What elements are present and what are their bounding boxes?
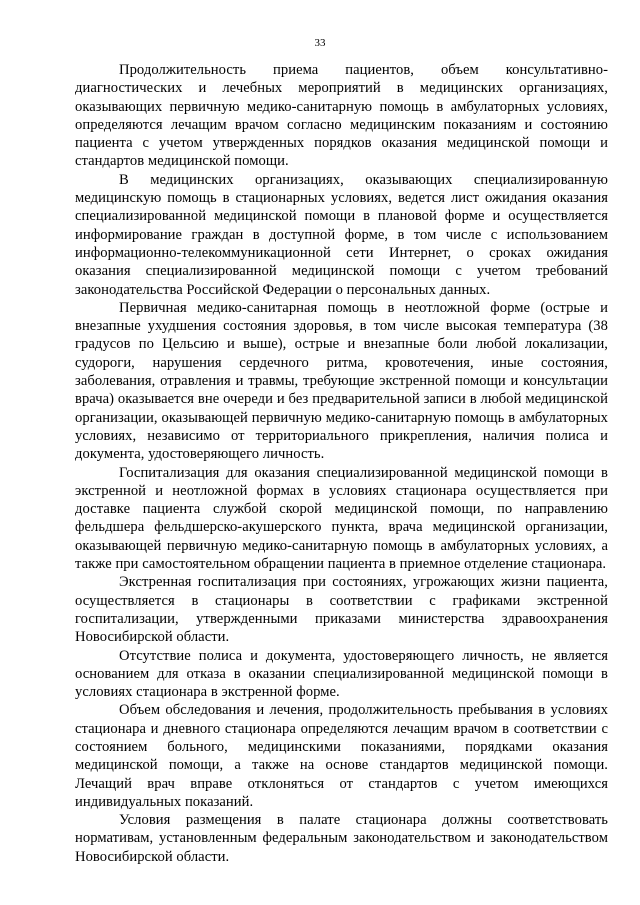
paragraph-consultation-duration: Продолжительность приема пациентов, объем консультативно-диагностических и лечебных мероприятий в медицинских организациях, оказывающих первичную медико-санитарную помощь в амбулаторных условиях, определяются лечащим врачом согласно медицинским показаниям и состоянию пациента с учетом утвержденных порядков оказания медицинской помощи и стандартов медицинской помощи. bbox=[75, 62, 608, 170]
document-body bbox=[75, 61, 608, 866]
paragraph-treatment-scope: Объем обследования и лечения, продолжительность пребывания в условиях стационара и дневного стационара определяются лечащим врачом в соответствии с состоянием больного, медицинскими показаниями, порядками оказания медицинской помощи, а также на основе стандартов медицинской помощи. Лечащий врач вправе отклоняться от стандартов с учетом имеющихся индивидуальных показаний. bbox=[75, 702, 608, 810]
paragraph-no-policy: Отсутствие полиса и документа, удостоверяющего личность, не является основанием для отказа в оказании специализированной медицинской помощи в условиях стационара в экстренной форме. bbox=[75, 647, 608, 701]
paragraph-urgent-primary-care: Первичная медико-санитарная помощь в неотложной форме (острые и внезапные ухудшения состояния здоровья, в том числе высокая температура (38 градусов по Цельсию и выше), острые и внезапные боли любой локализации, судороги, нарушения сердечного ритма, кровотечения, иные состояния, заболевания, отравления и травмы, требующие экстренной помощи и консультации врача) оказывается вне очереди и без предварительной записи в любой медицинской организации, оказывающей первичную медико-санитарную помощь в амбулаторных условиях, независимо от территориального прикрепления, наличия полиса и документа, удостоверяющего личность. bbox=[75, 299, 608, 463]
paragraph-emergency-hospitalization: Экстренная госпитализация при состояниях, угрожающих жизни пациента, осуществляется в стационары в соответствии с графиками экстренной госпитализации, утвержденными приказами министерства здравоохранения Новосибирской области. bbox=[75, 574, 608, 646]
paragraph-ward-conditions: Условия размещения в палате стационара должны соответствовать нормативам, установленным федеральным законодательством и законодательством Новосибирской области. bbox=[75, 812, 608, 865]
page-number: 33 bbox=[314, 37, 326, 49]
paragraph-hospitalization: Госпитализация для оказания специализированной медицинской помощи в экстренной и неотложной формах в условиях стационара осуществляется при доставке пациента службой скорой медицинской помощи, по направлению фельдшера фельдшерско-акушерского пункта, врача медицинской организации, оказывающей первичную медико-санитарную помощь в амбулаторных условиях, а также при самостоятельном обращении пациента в приемное отделение стационара. bbox=[75, 464, 608, 573]
paragraph-waiting-list: В медицинских организациях, оказывающих специализированную медицинскую помощь в стационарных условиях, ведется лист ожидания оказания специализированной медицинской помощи в плановой форме и осуществляется информирование граждан в доступной форме, в том числе с использованием информационно-телекоммуникационной сети Интернет, о сроках ожидания оказания специализированной медицинской помощи с учетом требований законодательства Российской Федерации о персональных данных. bbox=[75, 171, 608, 298]
